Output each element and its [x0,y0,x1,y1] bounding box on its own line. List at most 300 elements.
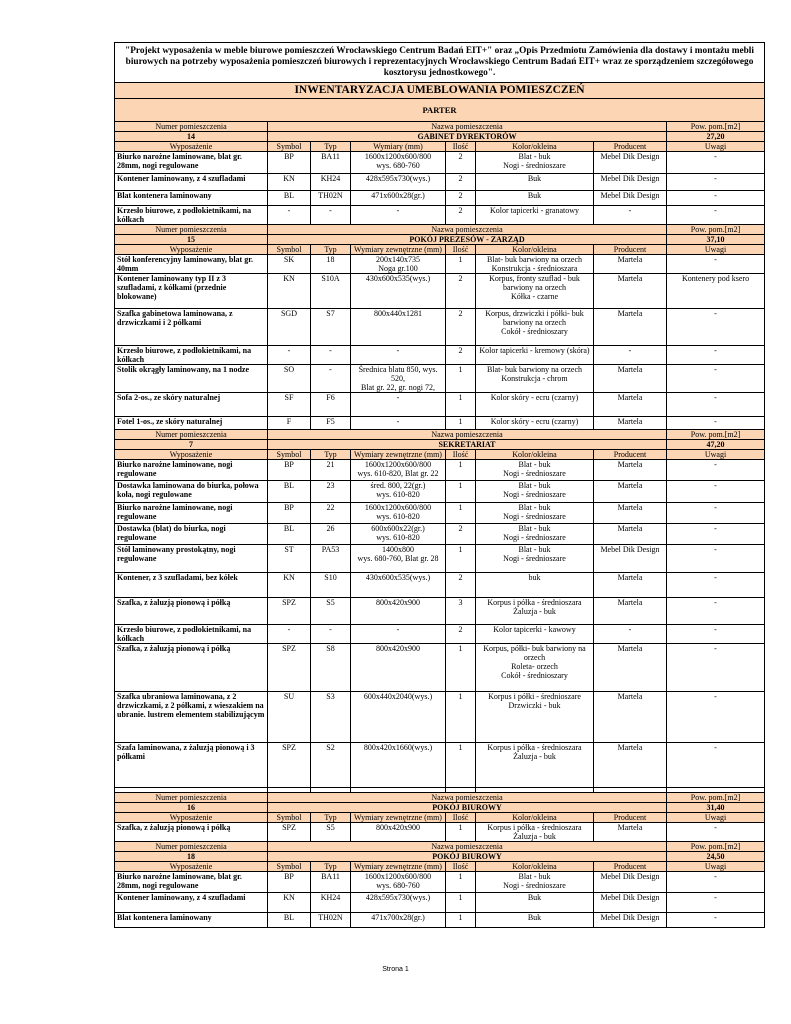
item-producer: Mebel Dik Design [594,191,667,206]
floor-label: PARTER [115,99,765,122]
item-notes: - [667,598,765,625]
item-name: Stół konferencyjny laminowany, blat gr. 40mm [115,255,268,274]
symbol-header: Symbol [268,813,311,823]
item-type: 18 [311,255,351,274]
item-symbol: BL [268,524,311,545]
item-quantity: 2 [446,625,476,644]
inventory-table [114,42,765,928]
room-label-row [115,842,765,852]
item-dimensions: 600x440x2040(wys.) [351,692,446,743]
item-producer: Martela [594,417,667,430]
item-color: Blat - buk Nogi - średnioszare [476,481,594,503]
room-label-row [115,793,765,803]
item-dimensions: 428x595x730(wys.) [351,174,446,191]
item-type: PA53 [311,545,351,573]
item-dimensions: - [351,625,446,644]
item-notes: - [667,545,765,573]
item-notes: - [667,152,765,174]
item-notes: - [667,743,765,788]
item-producer: Mebel Dik Design [594,152,667,174]
item-producer: Mebel Dik Design [594,913,667,928]
table-row [115,823,765,842]
item-name: Szafka, z żaluzją pionową i półką [115,823,268,842]
item-type: S8 [311,644,351,692]
item-symbol: KN [268,174,311,191]
equipment-header: Wyposażenie [115,450,268,460]
item-dimensions: - [351,206,446,225]
item-symbol: SPZ [268,823,311,842]
item-name: Kontener, z 3 szufladami, bez kółek [115,573,268,598]
room-name-label: Nazwa pomieszczenia [268,793,667,803]
item-producer: Martela [594,644,667,692]
table-row [115,598,765,625]
item-symbol: SU [268,692,311,743]
table-row [115,481,765,503]
item-symbol: BL [268,913,311,928]
item-producer: Martela [594,481,667,503]
item-type: F6 [311,393,351,417]
item-name: Kontener laminowany, z 4 szufladami [115,174,268,191]
item-symbol: SGD [268,309,311,346]
table-row [115,309,765,346]
item-color: Blat- buk barwiony na orzech Konstrukcja - średnioszara [476,255,594,274]
table-row [115,191,765,206]
item-quantity: 1 [446,893,476,913]
room-value-row [115,803,765,813]
item-color: Blat- buk barwiony na orzech Konstrukcja - chrom [476,365,594,393]
producer-header: Producent [594,142,667,152]
type-header: Typ [311,813,351,823]
item-quantity: 2 [446,191,476,206]
item-type: - [311,365,351,393]
room-number-label: Numer pomieszczenia [115,122,268,132]
room-name: POKÓJ BIUROWY [268,852,667,862]
item-name: Biurko narożne laminowane, blat gr. 28mm, nogi regulowane [115,872,268,893]
item-color: Korpus, fronty szuflad - buk barwiony na orzech Kółka - czarne [476,274,594,309]
item-color: Blat - buk Nogi - średnioszare [476,872,594,893]
room-label-row [115,225,765,235]
equipment-header: Wyposażenie [115,142,268,152]
dims-header: Wymiary zewnętrzne (mm) [351,450,446,460]
item-dimensions: 471x600x28(gr.) [351,191,446,206]
item-notes: - [667,417,765,430]
item-quantity: 1 [446,393,476,417]
item-symbol: BL [268,481,311,503]
room-area: 27,20 [667,132,765,142]
table-row [115,545,765,573]
room-area: 47,20 [667,440,765,450]
item-color: Kolor tapicerki - kremowy (skóra) [476,346,594,365]
item-color: Buk [476,191,594,206]
dims-header: Wymiary zewnętrzne (mm) [351,245,446,255]
type-header: Typ [311,450,351,460]
item-notes: - [667,644,765,692]
table-row [115,174,765,191]
table-row [115,365,765,393]
item-producer: Mebel Dik Design [594,174,667,191]
table-row [115,274,765,309]
item-producer: Martela [594,692,667,743]
item-producer: Martela [594,524,667,545]
equipment-header: Wyposażenie [115,813,268,823]
item-symbol: BP [268,460,311,481]
room-name-label: Nazwa pomieszczenia [268,122,667,132]
item-symbol: - [268,206,311,225]
item-quantity: 1 [446,913,476,928]
producer-header: Producent [594,813,667,823]
room-number-label: Numer pomieszczenia [115,842,268,852]
item-dimensions: 428x595x730(wys.) [351,893,446,913]
item-color: Korpus i półka - średnioszara Żaluzja - buk [476,598,594,625]
room-value-row [115,235,765,245]
item-symbol: - [268,346,311,365]
item-producer: Martela [594,460,667,481]
room-area: 31,40 [667,803,765,813]
item-type: S5 [311,823,351,842]
table-row [115,503,765,524]
item-color: Korpus, półki- buk barwiony na orzech Roleta- orzech Cokół - średnioszary [476,644,594,692]
color-header: Kolor/okleina [476,813,594,823]
item-notes: - [667,503,765,524]
qty-header: Ilość [446,862,476,872]
item-quantity: 2 [446,573,476,598]
document-title: INWENTARYZACJA UMEBLOWANIA POMIESZCZEŃ [115,83,765,99]
item-color: Buk [476,174,594,191]
item-type: - [311,625,351,644]
type-header: Typ [311,142,351,152]
item-quantity: 2 [446,152,476,174]
item-color: Korpus i półka - średnioszara Żaluzja - buk [476,823,594,842]
item-quantity: 1 [446,417,476,430]
item-quantity: 2 [446,524,476,545]
color-header: Kolor/okleina [476,862,594,872]
item-notes: - [667,625,765,644]
item-dimensions: 800x420x900 [351,823,446,842]
item-name: Szafa laminowana, z żaluzją pionową i 3 półkami [115,743,268,788]
notes-header: Uwagi [667,862,765,872]
table-row [115,255,765,274]
item-dimensions: 800x440x1281 [351,309,446,346]
item-symbol: KN [268,573,311,598]
item-color: Korpus, drzwiczki i półki- buk barwiony na orzech Cokół - średnioszary [476,309,594,346]
item-name: Sofa 2-os., ze skóry naturalnej [115,393,268,417]
item-notes: - [667,872,765,893]
item-type: 26 [311,524,351,545]
item-producer: Martela [594,365,667,393]
item-color: Buk [476,913,594,928]
item-symbol: BL [268,191,311,206]
item-dimensions: 1400x800 wys. 680-760, Blat gr. 28 [351,545,446,573]
item-quantity: 2 [446,174,476,191]
room-number: 15 [115,235,268,245]
item-type: BA11 [311,872,351,893]
column-header-row [115,450,765,460]
item-producer: Mebel Dik Design [594,893,667,913]
room-area-label: Pow. pom.[m2] [667,793,765,803]
item-dimensions: śred. 800, 22(gr.) wys. 610-820 [351,481,446,503]
producer-header: Producent [594,245,667,255]
dims-header: Wymiary zewnętrzne (mm) [351,813,446,823]
item-color: Blat - buk Nogi - średnioszare [476,545,594,573]
room-name: GABINET DYREKTORÓW [268,132,667,142]
item-dimensions: Średnica blatu 850, wys. 520, Blat gr. 22, gr. nogi 72, [351,365,446,393]
item-name: Szafka ubraniowa laminowana, z 2 drzwiczkami, z 2 półkami, z wieszakiem na ubranie. lustrem elementem stabilizującym [115,692,268,743]
room-name: SEKRETARIAT [268,440,667,450]
item-producer: Martela [594,573,667,598]
item-name: Blat kontenera laminowany [115,191,268,206]
item-notes: - [667,309,765,346]
table-row [115,417,765,430]
room-area: 37,10 [667,235,765,245]
item-notes: - [667,823,765,842]
room-name: POKÓJ PREZESÓW - ZARZĄD [268,235,667,245]
notes-header: Uwagi [667,142,765,152]
equipment-header: Wyposażenie [115,245,268,255]
item-symbol: ST [268,545,311,573]
item-type: TH02N [311,191,351,206]
qty-header: Ilość [446,142,476,152]
item-color: Korpus i półka - średnioszara Żaluzja - buk [476,743,594,788]
qty-header: Ilość [446,813,476,823]
item-producer: Mebel Dik Design [594,545,667,573]
item-type: - [311,206,351,225]
item-type: - [311,346,351,365]
item-color: Blat - buk Nogi - średnioszare [476,460,594,481]
item-type: 23 [311,481,351,503]
table-row [115,913,765,928]
dims-header: Wymiary (mm) [351,142,446,152]
room-number: 16 [115,803,268,813]
table-row [115,460,765,481]
room-value-row [115,132,765,142]
item-quantity: 1 [446,255,476,274]
item-producer: - [594,346,667,365]
item-dimensions: - [351,346,446,365]
item-dimensions: 430x600x535(wys.) [351,573,446,598]
room-area: 24,50 [667,852,765,862]
symbol-header: Symbol [268,862,311,872]
symbol-header: Symbol [268,450,311,460]
item-quantity: 1 [446,545,476,573]
item-dimensions: 471x700x28(gr.) [351,913,446,928]
color-header: Kolor/okleina [476,142,594,152]
item-quantity: 3 [446,598,476,625]
page-footer: Strona 1 [382,966,409,973]
item-type: TH02N [311,913,351,928]
room-label-row [115,430,765,440]
item-dimensions: 800x420x900 [351,644,446,692]
item-name: Szafka, z żaluzją pionową i półką [115,598,268,625]
room-area-label: Pow. pom.[m2] [667,430,765,440]
room-area-label: Pow. pom.[m2] [667,842,765,852]
room-value-row [115,440,765,450]
project-header: "Projekt wyposażenia w meble biurowe pomieszczeń Wrocławskiego Centrum Badań EIT+" oraz „Opis Przedmiotu Zamówienia dla dostawy i montażu mebli biurowych na potrzeby wyposażenia pomieszczeń biurowych i reprezentacyjnych Wrocławskiego Centrum Badań EIT+ wraz ze sporządzeniem szczegółowego kosztorysu jednostkowego". [115,43,765,83]
item-color: Blat - buk Nogi - średnioszare [476,152,594,174]
room-number-label: Numer pomieszczenia [115,225,268,235]
item-name: Stolik okrągły laminowany, na 1 nodze [115,365,268,393]
item-color: Kolor tapicerki - kawowy [476,625,594,644]
qty-header: Ilość [446,245,476,255]
item-type: S2 [311,743,351,788]
item-notes: - [667,393,765,417]
item-notes: Kontenery pod ksero [667,274,765,309]
item-name: Kontener laminowany typ II z 3 szufladami, z kółkami (przednie blokowane) [115,274,268,309]
table-row [115,206,765,225]
item-name: Biurko narożne laminowane, nogi regulowane [115,503,268,524]
item-name: Fotel 1-os., ze skóry naturalnej [115,417,268,430]
type-header: Typ [311,862,351,872]
item-dimensions: - [351,417,446,430]
item-type: 22 [311,503,351,524]
item-quantity: 1 [446,644,476,692]
item-type: F5 [311,417,351,430]
item-quantity: 2 [446,309,476,346]
item-notes: - [667,174,765,191]
room-name-label: Nazwa pomieszczenia [268,225,667,235]
item-name: Blat kontenera laminowany [115,913,268,928]
inventory-sheet [114,42,764,928]
table-row [115,692,765,743]
item-symbol: SO [268,365,311,393]
equipment-header: Wyposażenie [115,862,268,872]
item-color: Kolor skóry - ecru (czarny) [476,393,594,417]
item-producer: Martela [594,255,667,274]
notes-header: Uwagi [667,813,765,823]
table-row [115,152,765,174]
room-number: 14 [115,132,268,142]
notes-header: Uwagi [667,245,765,255]
item-quantity: 1 [446,692,476,743]
producer-header: Producent [594,450,667,460]
item-type: KH24 [311,893,351,913]
table-row [115,893,765,913]
item-symbol: SPZ [268,598,311,625]
item-name: Krzesło biurowe, z podłokietnikami, na kółkach [115,625,268,644]
item-producer: - [594,625,667,644]
type-header: Typ [311,245,351,255]
room-number: 18 [115,852,268,862]
item-dimensions: 800x420x1660(wys.) [351,743,446,788]
room-name-label: Nazwa pomieszczenia [268,430,667,440]
item-notes: - [667,913,765,928]
room-area-label: Pow. pom.[m2] [667,122,765,132]
item-producer: Martela [594,598,667,625]
item-notes: - [667,893,765,913]
column-header-row [115,862,765,872]
dims-header: Wymiary zewnętrzne (mm) [351,862,446,872]
item-symbol: - [268,625,311,644]
item-color: Buk [476,893,594,913]
item-producer: Martela [594,309,667,346]
room-name-label: Nazwa pomieszczenia [268,842,667,852]
item-quantity: 1 [446,481,476,503]
item-type: S10A [311,274,351,309]
item-type: BA11 [311,152,351,174]
item-type: 21 [311,460,351,481]
room-number: 7 [115,440,268,450]
item-color: Blat - buk Nogi - średnioszare [476,503,594,524]
symbol-header: Symbol [268,142,311,152]
table-row [115,743,765,788]
item-notes: - [667,365,765,393]
item-name: Szafka, z żaluzją pionową i półką [115,644,268,692]
item-color: Korpus i półki - średnioszare Drzwiczki - buk [476,692,594,743]
item-notes: - [667,206,765,225]
color-header: Kolor/okleina [476,450,594,460]
item-name: Kontener laminowany, z 4 szufladami [115,893,268,913]
item-dimensions: 1600x1200x600/800 wys. 610-820, Blat gr. 22 [351,460,446,481]
table-row [115,872,765,893]
item-name: Biurko narożne laminowane, blat gr. 28mm, nogi regulowane [115,152,268,174]
item-name: Szafka gabinetowa laminowana, z drzwiczkami i 2 półkami [115,309,268,346]
column-header-row [115,142,765,152]
room-area-label: Pow. pom.[m2] [667,225,765,235]
item-dimensions: 600x600x22(gr.) wys. 610-820 [351,524,446,545]
item-quantity: 1 [446,743,476,788]
table-row [115,573,765,598]
item-symbol: SPZ [268,743,311,788]
item-symbol: SK [268,255,311,274]
table-row [115,346,765,365]
item-dimensions: 430x600x535(wys.) [351,274,446,309]
item-type: S7 [311,309,351,346]
item-dimensions: - [351,393,446,417]
item-quantity: 2 [446,346,476,365]
item-symbol: BP [268,152,311,174]
item-color: Kolor skóry - ecru (czarny) [476,417,594,430]
table-row [115,644,765,692]
item-type: KH24 [311,174,351,191]
item-notes: - [667,481,765,503]
room-number-label: Numer pomieszczenia [115,430,268,440]
item-name: Krzesło biurowe, z podłokietnikami, na kółkach [115,206,268,225]
item-producer: Mebel Dik Design [594,872,667,893]
item-name: Biurko narożne laminowane, nogi regulowane [115,460,268,481]
item-producer: Martela [594,503,667,524]
qty-header: Ilość [446,450,476,460]
item-producer: - [594,206,667,225]
item-quantity: 1 [446,503,476,524]
room-label-row [115,122,765,132]
item-name: Dostawka laminowana do biurka, połowa koła, nogi regulowane [115,481,268,503]
item-producer: Martela [594,393,667,417]
table-row [115,524,765,545]
item-producer: Martela [594,743,667,788]
item-dimensions: 1600x1200x600/800 wys. 610-820 [351,503,446,524]
item-producer: Martela [594,823,667,842]
room-value-row [115,852,765,862]
item-symbol: F [268,417,311,430]
producer-header: Producent [594,862,667,872]
table-row [115,625,765,644]
item-dimensions: 1600x1200x600/800 wys. 680-760 [351,872,446,893]
item-dimensions: 1600x1200x600/800 wys. 680-760 [351,152,446,174]
item-notes: - [667,573,765,598]
item-quantity: 1 [446,872,476,893]
item-symbol: KN [268,274,311,309]
item-notes: - [667,255,765,274]
item-quantity: 1 [446,365,476,393]
item-symbol: BP [268,872,311,893]
item-symbol: KN [268,893,311,913]
table-row [115,393,765,417]
item-color: Blat - buk Nogi - średnioszare [476,524,594,545]
item-name: Dostawka (blat) do biurka, nogi regulowane [115,524,268,545]
item-dimensions: 800x420x900 [351,598,446,625]
item-notes: - [667,191,765,206]
item-symbol: BP [268,503,311,524]
item-type: S3 [311,692,351,743]
